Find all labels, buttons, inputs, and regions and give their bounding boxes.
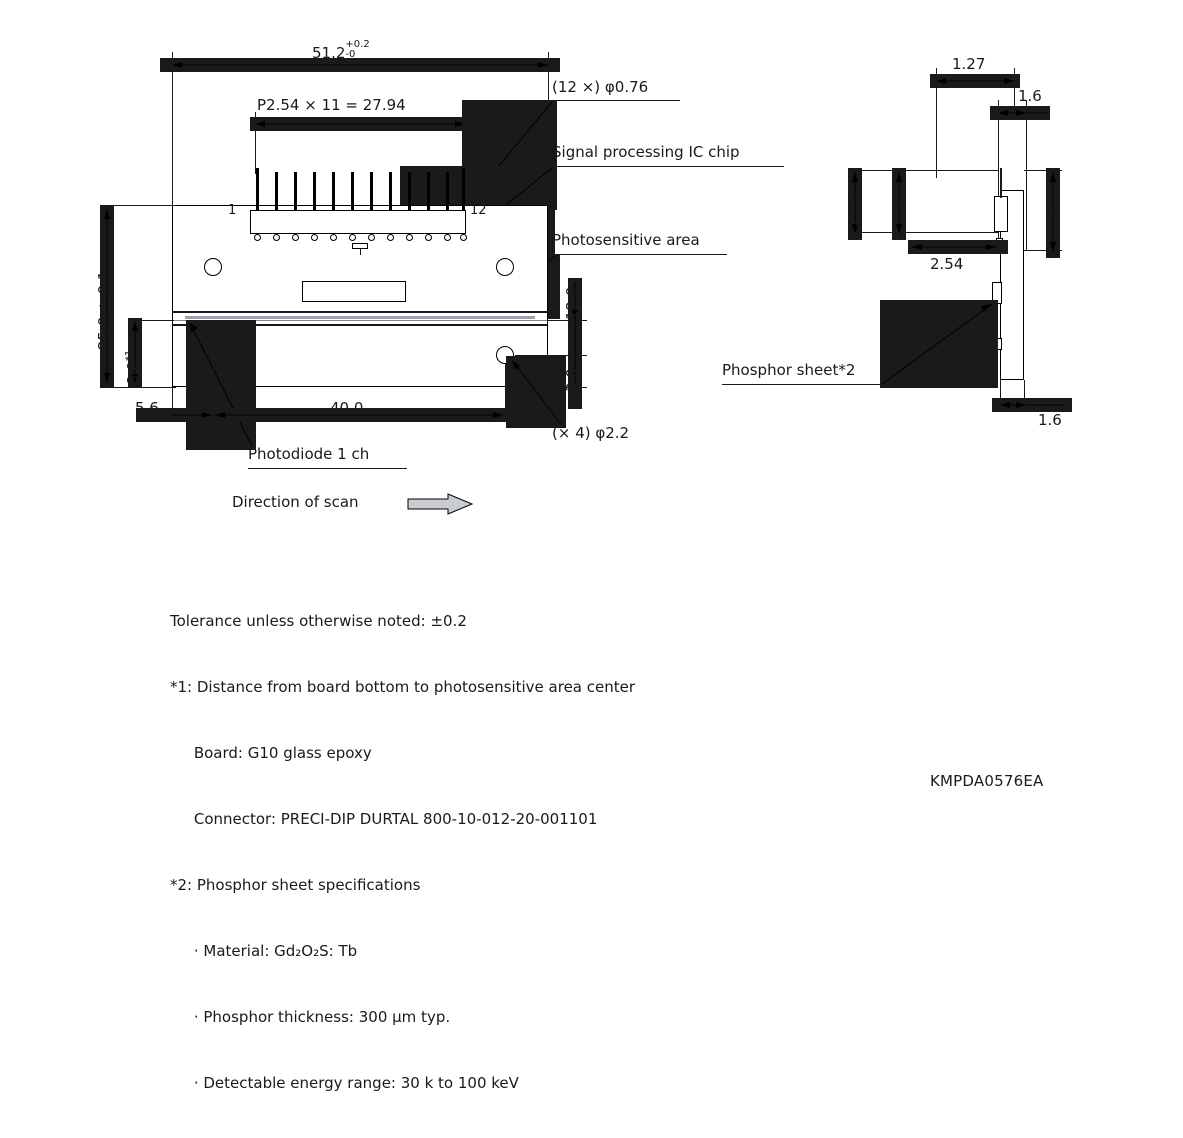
connector-pin: [332, 172, 335, 210]
phosphor-sheet-label: Phosphor sheet*2: [722, 361, 856, 379]
pin-pad: [254, 234, 261, 241]
ext-line-side-right-bottom: [1024, 250, 1062, 251]
callout-underline-phosphor: [722, 384, 882, 385]
drawing-code: KMPDA0576EA: [930, 772, 1044, 790]
pin-pad: [349, 234, 356, 241]
ext-line-side-1-27-left: [936, 68, 937, 178]
ext-line-side-1-6-right: [1026, 100, 1027, 250]
pin-pad: [273, 234, 280, 241]
ext-line-board-left-bottom: [172, 387, 173, 422]
connector-pin: [446, 172, 449, 210]
pin-pad: [425, 234, 432, 241]
side-label-5-0-b: 5.0: [1043, 208, 1061, 232]
connector-pin: [389, 172, 392, 210]
pin-pad: [460, 234, 467, 241]
height-label-25: 25.0 ± 0.1: [95, 270, 113, 350]
scan-direction-arrow-icon: [408, 494, 476, 516]
side-label-1-6-bottom: 1.6: [1038, 411, 1062, 429]
ext-line-side-connector-bottom: [848, 232, 998, 233]
side-connector-body: [994, 196, 1008, 232]
callout-underline-photodiode: [248, 468, 407, 469]
connector-pin: [427, 172, 430, 210]
callout-underline-pinhole: [552, 100, 680, 101]
note-line: Connector: PRECI-DIP DURTAL 800-10-012-20-001101: [170, 810, 598, 828]
ext-line-top-board: [100, 205, 176, 206]
connector-pin: [256, 168, 259, 210]
dimension-label-5-6: 5.6: [135, 399, 159, 417]
pin-pad: [444, 234, 451, 241]
connector-pin: [408, 172, 411, 210]
side-dimension-1-6-top: [990, 106, 1050, 120]
note-line: · Detectable energy range: 30 k to 100 keV: [170, 1074, 519, 1092]
ext-line-side-right-top: [1024, 170, 1062, 171]
note-line: Board: G10 glass epoxy: [170, 744, 372, 762]
side-label-1-27: 1.27: [952, 55, 986, 73]
ext-line-right-mid: [547, 320, 587, 321]
callout-underline-ic: [552, 166, 784, 167]
photosensitive-area-label: Photosensitive area: [552, 231, 700, 249]
dimension-label-3: 3.0: [563, 368, 581, 392]
ic-chip-rect: [302, 281, 406, 302]
connector-pin: [313, 172, 316, 210]
side-dimension-2-54: [908, 240, 1008, 254]
note-line: Tolerance unless otherwise noted: ±0.2: [170, 612, 467, 630]
overall-width-label: 51.2+0.2 -0: [312, 39, 370, 62]
note-line: · Material: Gd₂O₂S: Tb: [170, 942, 358, 960]
note-line: · Phosphor thickness: 300 μm typ.: [170, 1008, 451, 1026]
note-line: *2: Phosphor sheet specifications: [170, 876, 421, 894]
leader-photodiode: [186, 320, 256, 450]
pin-pad: [387, 234, 394, 241]
ext-line-photosensitive-center: [128, 320, 174, 321]
ext-line-side-bottom-left: [1000, 380, 1001, 406]
ext-line-hole-right: [505, 364, 506, 422]
pin-pitch-label: P2.54 × 11 = 27.94: [257, 96, 406, 114]
photodiode-strip: [185, 316, 535, 319]
leader-mounting-hole: [506, 356, 566, 428]
side-label-1-6-top: 1.6: [1018, 87, 1042, 105]
side-label-2-54: 2.54: [930, 255, 964, 273]
center-mark-line: [360, 249, 361, 255]
scan-direction-label: Direction of scan: [232, 493, 359, 511]
connector-pin: [462, 168, 465, 210]
leader-phosphor: [880, 300, 998, 388]
pin-pad: [292, 234, 299, 241]
mounting-hole: [204, 258, 222, 276]
ext-line-pitch-left: [255, 112, 256, 174]
pin-pitch-dimension: [250, 117, 470, 131]
side-dimension-1-6-bottom: [992, 398, 1072, 412]
pin-number-last: 12: [470, 203, 487, 218]
connector-pin: [275, 172, 278, 210]
side-label-2-95: 2.95: [845, 194, 863, 228]
callout-underline-photo: [552, 254, 727, 255]
side-connector-pin: [1000, 168, 1002, 198]
note-line: *1: Distance from board bottom to photosensitive area center: [170, 678, 636, 696]
dimension-label-12: 12.0: [563, 286, 581, 320]
pin-pad: [311, 234, 318, 241]
pin-hole-callout: (12 ×) φ0.76: [552, 78, 649, 96]
ext-line-hole-center-right: [515, 355, 587, 356]
pin-number-first: 1: [228, 203, 237, 218]
notes-block: [170, 566, 635, 1138]
side-dimension-1-27: [930, 74, 1020, 88]
dimension-label-40: 40.0: [330, 399, 364, 417]
pin-pad: [368, 234, 375, 241]
connector-body: [250, 210, 466, 234]
mounting-hole: [496, 258, 514, 276]
ext-line-side-1-27-right: [1014, 68, 1015, 108]
pin-pad: [406, 234, 413, 241]
ext-line-side-bottom-right: [1024, 380, 1025, 406]
ic-chip-label: Signal processing IC chip: [552, 143, 740, 161]
photodiode-label: Photodiode 1 ch: [248, 445, 370, 463]
photosensitive-band-top: [173, 311, 547, 313]
connector-pin: [351, 172, 354, 210]
connector-pin: [370, 172, 373, 210]
ext-line-left-width: [172, 52, 173, 207]
ext-line-side-top: [848, 170, 998, 171]
height-label-8: 8.0$^{*1}$: [124, 349, 142, 385]
mounting-hole-callout: (× 4) φ2.2: [552, 424, 630, 442]
side-label-5-0-a: 5.0: [889, 198, 907, 222]
pin-pad: [330, 234, 337, 241]
connector-pin: [294, 172, 297, 210]
